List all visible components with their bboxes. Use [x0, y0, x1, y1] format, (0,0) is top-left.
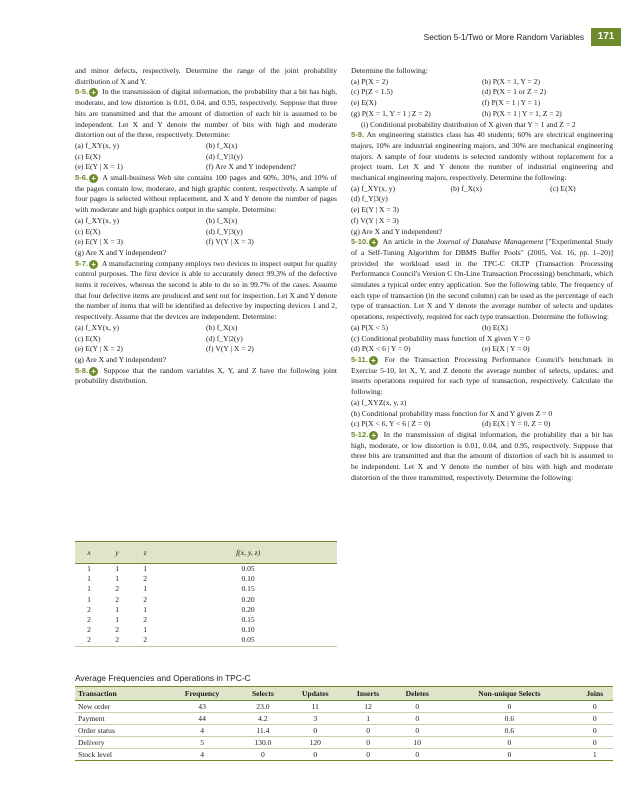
table-cell: 23.0	[239, 701, 286, 713]
exercise-5-9	[351, 130, 613, 184]
table-header: y	[103, 542, 131, 564]
table-header: Deletes	[392, 687, 442, 701]
table-cell: 1	[115, 564, 119, 573]
table-cell: 2	[87, 604, 91, 614]
table-cell: Stock level	[75, 749, 165, 761]
part-c: (c) P(Z < 1.5)	[351, 87, 393, 97]
table-cell: 0	[442, 737, 576, 749]
left-column	[75, 66, 337, 387]
part-b: (b) Conditional probability mass function for X and Y given Z = 0	[351, 408, 553, 418]
table-row	[75, 584, 337, 594]
exercise-parts	[75, 323, 337, 366]
table-cell: 120	[287, 737, 344, 749]
part-c: (c) E(X)	[75, 151, 101, 161]
table-cell: 2	[131, 635, 159, 646]
exercise-5-12	[351, 430, 613, 484]
part-e: (e) E(Y | X = 2)	[75, 344, 123, 354]
table-cell: 0.15	[241, 584, 255, 594]
table-header: Frequency	[165, 687, 239, 701]
table-cell: 0	[577, 737, 613, 749]
table-cell: 0.10	[241, 625, 255, 635]
table-cell: 1	[143, 564, 148, 573]
part-a: (a) f_XY(x, y)	[75, 322, 120, 332]
table-header: Non-unique Selects	[442, 687, 576, 701]
exercise-number: 5-5.	[75, 87, 89, 97]
table-cell: 1	[115, 604, 119, 614]
table-cell: 12	[344, 701, 392, 713]
exercise-5-11	[351, 355, 613, 398]
exercise-number: 5-8.	[75, 365, 89, 375]
table-cell: 0	[577, 713, 613, 725]
table-cell: 0	[392, 701, 442, 713]
table-cell: 0.05	[159, 635, 337, 646]
table-cell: 130.0	[239, 737, 286, 749]
table-cell: Payment	[75, 713, 165, 725]
exercise-text: In the transmission of digital information, the probability that a bit has high, moderate, and low distortion is 0.01, 0.04, and 0.95, respectively. Suppose that three bits are transmitted and that the amount of distortion of each bit is assumed to be independent. Let X and Y denote the number of bits with high and moderate distortion out of the three, respectively. Determine:	[75, 87, 337, 140]
journal-title: Journal of Database Management	[436, 237, 544, 247]
table-header: Inserts	[344, 687, 392, 701]
plus-icon: +	[89, 88, 98, 97]
table-row	[75, 713, 613, 725]
table-cell: 0	[287, 749, 344, 761]
plus-icon: +	[369, 238, 378, 247]
table-cell: 0	[344, 725, 392, 737]
plus-icon: +	[369, 431, 378, 440]
plus-icon: +	[369, 356, 378, 365]
table-cell: 2	[75, 635, 103, 646]
part-f: (f) V(Y | X = 3)	[351, 215, 399, 225]
table-cell: 43	[165, 701, 239, 713]
exercise-number: 5-6.	[75, 173, 89, 183]
table-cell: 1	[143, 604, 148, 614]
exercise-number: 5-7.	[75, 258, 89, 268]
part-e: (e) E(X | Y = 0)	[482, 344, 530, 354]
table-cell: Delivery	[75, 737, 165, 749]
part-g: (g) Are X and Y independent?	[351, 226, 443, 236]
table-cell: 1	[577, 749, 613, 761]
table-cell: 0	[344, 737, 392, 749]
table-row	[75, 574, 337, 584]
part-d: (d) E(X | Y = 0, Z = 0)	[482, 419, 551, 429]
part-f: (f) Are X and Y independent?	[206, 162, 296, 172]
table-row	[75, 725, 613, 737]
plus-icon: +	[89, 260, 98, 269]
part-a: (a) f_XY(x, y)	[75, 140, 120, 150]
table-cell: 2	[115, 594, 119, 604]
table-cell: 1	[87, 594, 91, 604]
table-cell: 1	[115, 615, 119, 625]
plus-icon: +	[89, 174, 98, 183]
part-a: (a) P(X < 5)	[351, 322, 388, 332]
part-d: (d) P(X < 6 | Y = 0)	[351, 344, 411, 354]
table-header: x	[75, 542, 103, 564]
table-cell: 0	[239, 749, 286, 761]
table-cell: 0	[287, 725, 344, 737]
table-cell: 2	[87, 625, 91, 635]
table-row	[75, 749, 613, 761]
part-d: (d) P(X = 1 or Z = 2)	[482, 87, 547, 97]
table-row	[75, 625, 337, 635]
part-d: (d) f_Y|2(y)	[206, 333, 243, 343]
table-cell: 0.10	[241, 574, 255, 584]
part-a: (a) f_XY(x, y)	[351, 183, 396, 193]
page-header	[0, 28, 639, 50]
exercise-text: ["Experimental Study of a Self-Tuning Algorithm for DBMS Buffer Pools" (2005, Vol. 16, pp. 1–20)] provided the workload used in the TPC-C OLTP (Transaction Processing Performance Council's Version C On-Line Transaction Processing) benchmark, which simulates a typical order entry application. See the following table. The frequency of each type of transaction (in the second column) can be used as the percentage of each type of transaction. Let X and Y denote the average number of selects and updates operations, respectively, required for each type transaction. Determine the following:	[351, 237, 613, 322]
table-cell: 1	[87, 584, 91, 594]
right-column	[351, 66, 613, 483]
table-cell: 4	[165, 749, 239, 761]
exercise-text: A small-business Web site contains 100 pages and 60%, 30%, and 10% of the pages contain low, moderate, and high graphic content, respectively. A sample of four pages is selected without replacement, and X and Y denote the number of pages with moderate and high graphics output in the sample. Determine:	[75, 173, 337, 215]
table-cell: 11	[287, 701, 344, 713]
table-cell: 2	[87, 615, 91, 625]
table-cell: 0	[392, 725, 442, 737]
part-h: (h) P(X = 1 | Y = 1, Z = 2)	[482, 108, 562, 118]
table-header: z	[131, 542, 159, 564]
table-row	[75, 737, 613, 749]
part-c: (c) E(X)	[75, 333, 101, 343]
exercise-5-7	[75, 259, 337, 323]
exercise-number: 5-9.	[351, 130, 365, 140]
table-cell: 0	[442, 749, 576, 761]
part-e: (e) E(Y | X = 3)	[75, 237, 123, 247]
part-c: (c) E(X)	[75, 226, 101, 236]
table-cell: 0	[442, 701, 576, 713]
table-cell: 1	[87, 564, 91, 573]
part-d: (d) f_Y|3(y)	[206, 226, 243, 236]
part-b: (b) P(X = 1, Y = 2)	[482, 76, 540, 86]
part-e: (e) E(Y | X = 3)	[351, 205, 399, 215]
exercise-parts	[351, 323, 613, 355]
table-header: Transaction	[75, 687, 165, 701]
exercise-parts	[75, 216, 337, 259]
table-cell: 2	[143, 615, 148, 625]
table-header: Updates	[287, 687, 344, 701]
table-row	[75, 635, 337, 646]
table-cell: 2	[115, 625, 119, 635]
table-cell: 0.05	[241, 564, 255, 573]
table-cell: 2	[103, 635, 131, 646]
plus-icon: +	[89, 367, 98, 376]
exercise-parts	[351, 77, 613, 120]
table-cell: 44	[165, 713, 239, 725]
part-i: (i) Conditional probability distribution of X given that Y = 1 and Z = 2	[361, 119, 576, 129]
exercise-parts	[75, 141, 337, 173]
table-cell: 1	[344, 713, 392, 725]
part-f: (f) P(X = 1 | Y = 1)	[482, 98, 541, 108]
table-cell: 0	[577, 701, 613, 713]
part-d: (d) f_Y|3(y)	[351, 194, 388, 204]
section-title: Section 5-1/Two or More Random Variables	[423, 32, 584, 42]
exercise-text: In the transmission of digital information, the probability that a bit has high, moderate, or low distortion is 0.01, 0.04, and 0.95, respectively. Suppose that three bits are transmitted and that the amount of distortion of each bit is assumed to be independent. Let X and Y denote the number of bits with high and moderate distortion of the three transmitted, respectively. Determine the following:	[351, 429, 613, 482]
exercise-5-5	[75, 87, 337, 141]
table-cell: 0.6	[442, 713, 576, 725]
table-row	[75, 595, 337, 605]
lead-text: Determine the following:	[351, 66, 428, 75]
exercise-text: For the Transaction Processing Performance Council's benchmark in Exercise 5-10, let X, Y, and Z denote the average number of selects, updates, and inserts operations required for each type of transaction, respectively. Calculate the following:	[351, 354, 613, 397]
table-cell: New order	[75, 701, 165, 713]
exercise-number: 5-12.	[351, 429, 369, 439]
exercise-5-6	[75, 173, 337, 216]
table-cell: 0.20	[241, 594, 255, 604]
exercise-5-8	[75, 366, 337, 387]
table-cell: 5	[165, 737, 239, 749]
table-cell: 10	[392, 737, 442, 749]
table-cell: 3	[287, 713, 344, 725]
table-row	[75, 605, 337, 615]
exercise-text: Suppose that the random variables X, Y, and Z have the following joint probability distribution.	[75, 365, 337, 386]
part-e: (e) E(X)	[351, 98, 377, 108]
part-g: (g) Are X and Y independent?	[75, 354, 167, 364]
table-cell: 0	[344, 749, 392, 761]
table-cell: 1	[115, 574, 119, 584]
table-cell: 11.4	[239, 725, 286, 737]
exercise-parts	[351, 184, 613, 238]
exercise-text: An article in the	[382, 237, 437, 247]
table-cell: 1	[143, 584, 148, 594]
table-header: Joins	[577, 687, 613, 701]
table-cell: Order status	[75, 725, 165, 737]
part-c: (c) P(X < 6, Y < 6 | Z = 0)	[351, 419, 431, 429]
table-header: f(x, y, z)	[159, 542, 337, 564]
intro-text: and minor defects, respectively. Determine the range of the joint probability distribution of X and Y.	[75, 66, 337, 86]
part-g: (g) Are X and Y independent?	[75, 247, 167, 257]
table-cell: 2	[143, 594, 148, 604]
part-c: (c) E(X)	[550, 183, 576, 193]
exercise-parts	[351, 398, 613, 430]
part-a: (a) P(X = 2)	[351, 76, 388, 86]
exercise-number: 5-11.	[351, 354, 368, 364]
exercise-text: A manufacturing company employs two devices to inspect output for quality control purposes. The first device is able to accurately detect 99.3% of the defective items it receives, whereas the second is able to do so in 99.7% of the cases. Assume that four defective items are produced and sent out for inspection. Let X and Y denote the number of items that will be identified as defective by inspecting devices 1 and 2, respectively. Assume that the devices are independent. Determine:	[75, 258, 337, 322]
joint-probability-table	[75, 541, 337, 647]
exercise-5-10	[351, 237, 613, 323]
table-title: Average Frequencies and Operations in TPC-C	[75, 673, 251, 683]
table-cell: 2	[143, 574, 148, 584]
part-f: (f) V(Y | X = 3)	[206, 237, 254, 247]
part-e: (e) E(Y | X = 1)	[75, 162, 123, 172]
table-cell: 1	[143, 625, 148, 635]
table-row	[75, 615, 337, 625]
part-b: (b) f_X(x)	[206, 140, 238, 150]
tpc-c-table	[75, 686, 613, 761]
table-cell: 4	[165, 725, 239, 737]
part-f: (f) V(Y | X = 2)	[206, 344, 254, 354]
table-cell: 2	[115, 584, 119, 594]
part-d: (d) f_Y|1(y)	[206, 151, 243, 161]
part-b: (b) f_X(x)	[206, 322, 238, 332]
table-cell: 4.2	[239, 713, 286, 725]
part-a: (a) f_XY(x, y)	[75, 215, 120, 225]
table-header: Selects	[239, 687, 286, 701]
table-cell: 0	[392, 749, 442, 761]
table-row	[75, 701, 613, 713]
table-row	[75, 564, 337, 575]
table-cell: 0	[577, 725, 613, 737]
table-cell: 0.15	[241, 615, 255, 625]
table-cell: 0.6	[442, 725, 576, 737]
part-c: (c) Conditional probability mass function of X given Y = 0	[351, 333, 530, 343]
part-b: (b) f_X(x)	[206, 215, 238, 225]
exercise-number: 5-10.	[351, 237, 369, 247]
exercise-text: An engineering statistics class has 40 students; 60% are electrical engineering majors, 10% are industrial engineering majors, and 30% are mechanical engineering majors. A sample of four students is selected randomly without replacement for a project team. Let X and Y denote the number of industrial engineering and mechanical engineering majors, respectively. Determine the following:	[351, 130, 613, 183]
table-cell: 0	[392, 713, 442, 725]
part-g: (g) P(X = 1, Y = 1 | Z = 2)	[351, 108, 431, 118]
page-number: 171	[591, 28, 621, 46]
part-b: (b) f_X(x)	[450, 183, 482, 193]
part-a: (a) f_XYZ(x, y, z)	[351, 397, 407, 407]
table-cell: 0.20	[241, 604, 255, 614]
table-cell: 1	[87, 574, 91, 584]
part-b: (b) E(X)	[482, 322, 508, 332]
